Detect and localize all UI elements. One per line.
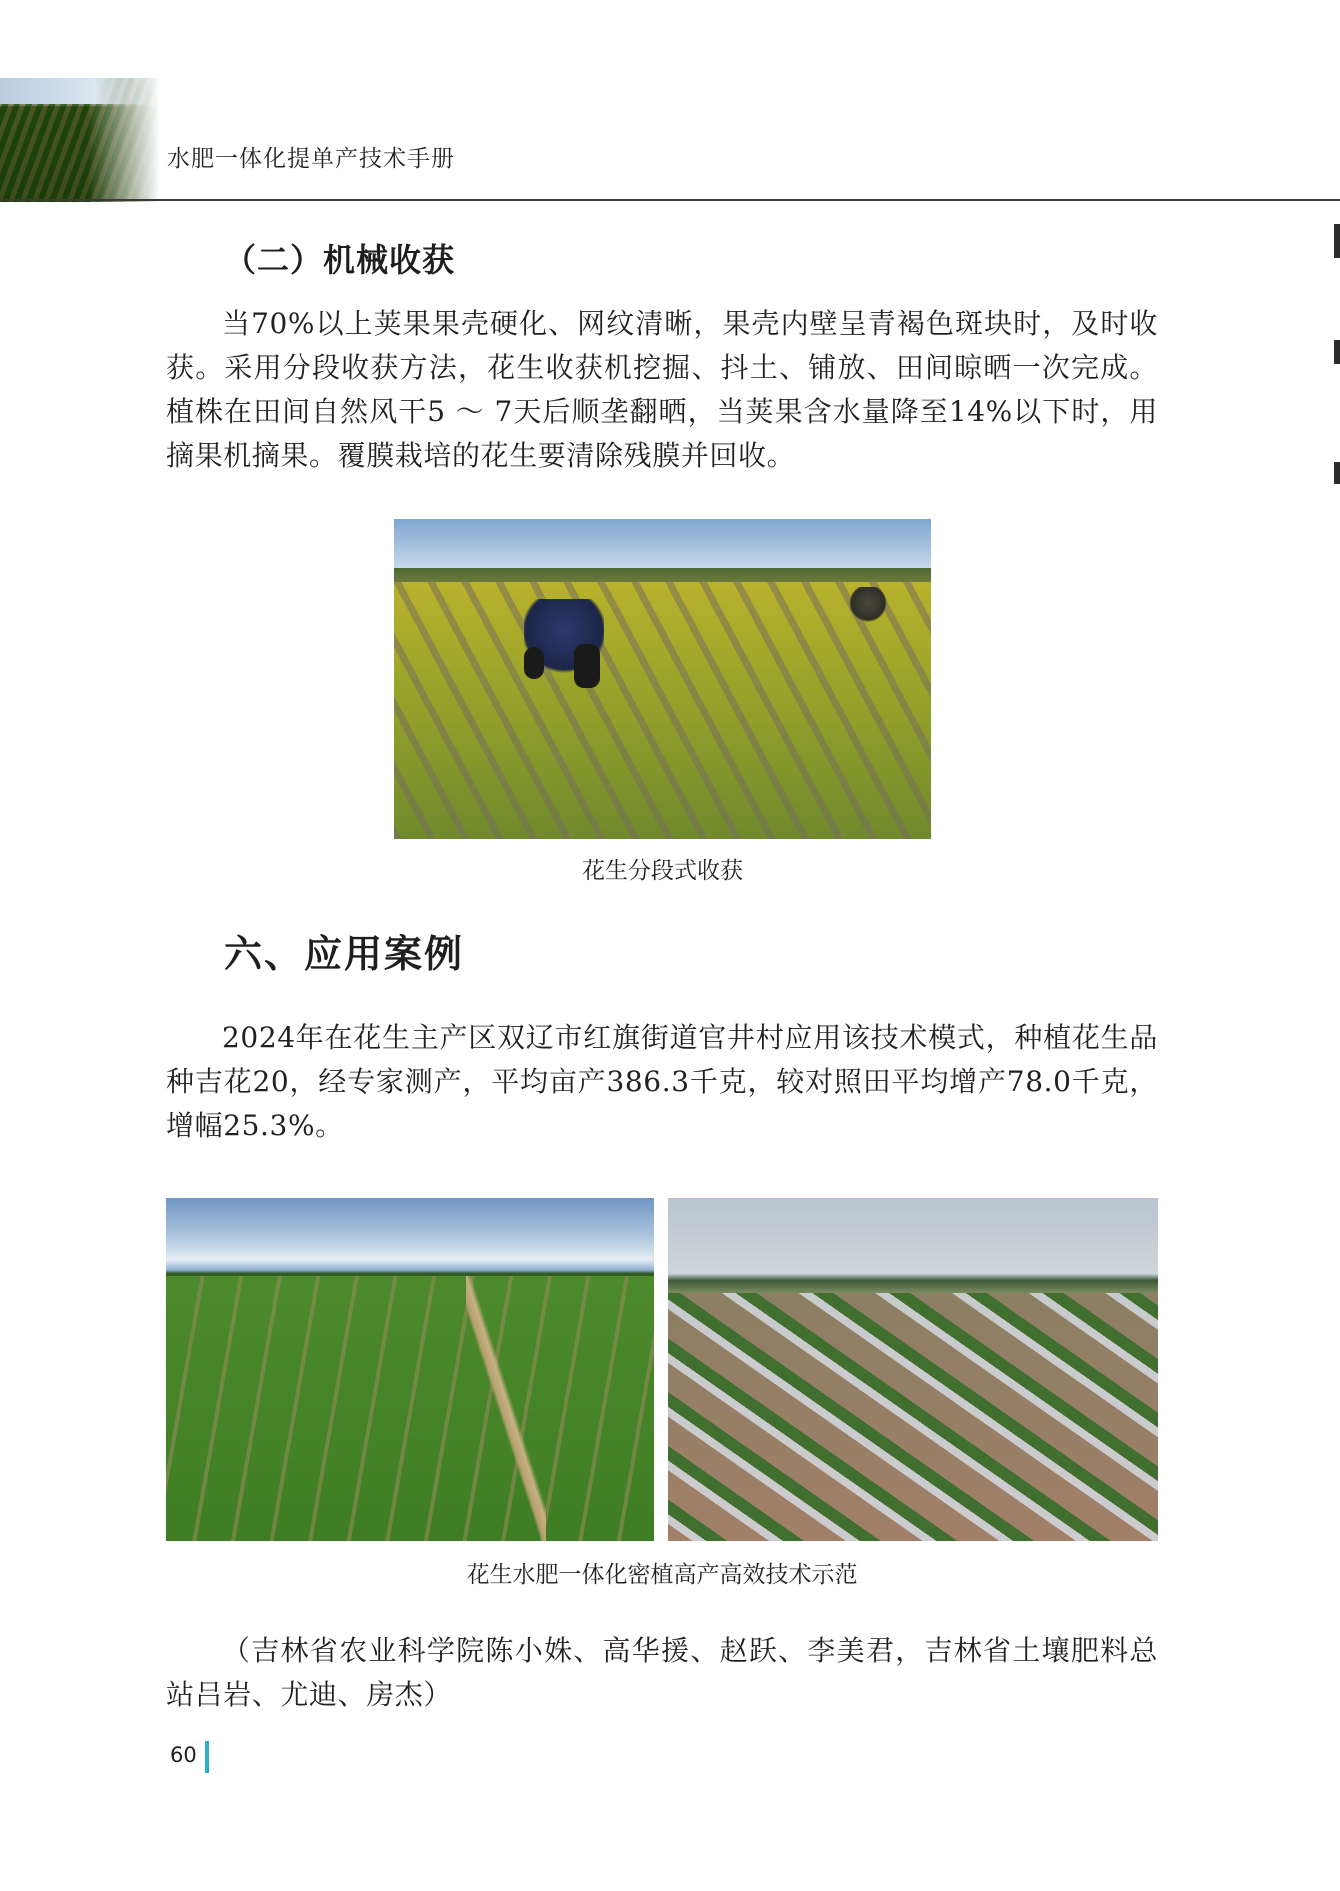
header-field-photo xyxy=(0,78,160,202)
harvest-paragraph: 当70%以上荚果果壳硬化、网纹清晰，果壳内壁呈青褐色斑块时，及时收获。采用分段收获方法，花生收获机挖掘、抖土、铺放、田间晾晒一次完成。植株在田间自然风干5 ～ 7天后顺垄翻晒，当荚果含水量降至14%以下时，用摘果机摘果。覆膜栽培的花生要清除残膜并回收。 xyxy=(166,307,1158,472)
photo-sky xyxy=(394,519,931,568)
header-photo-sky xyxy=(0,78,160,104)
demo-field-photo-mulch xyxy=(668,1198,1158,1541)
photo-field-path xyxy=(466,1276,546,1541)
photo-tractor-distant xyxy=(849,587,887,627)
page-number: 60 xyxy=(170,1743,197,1767)
edge-thumb-mark-3 xyxy=(1334,462,1340,484)
figure1-caption: 花生分段式收获 xyxy=(582,858,743,884)
edge-thumb-mark-2 xyxy=(1334,340,1340,364)
photo-mulched-rows xyxy=(668,1293,1158,1541)
page-number-accent-bar xyxy=(205,1741,209,1773)
photo-tractor-wheel xyxy=(574,644,600,688)
application-case-paragraph: 2024年在花生主产区双辽市红旗街道官井村应用该技术模式，种植花生品种吉花20，经专家测产，平均亩产386.3千克，较对照田平均增产78.0千克，增幅25.3%。 xyxy=(166,1021,1158,1142)
subsection-title: （二）机械收获 xyxy=(224,241,456,279)
figure2-caption: 花生水肥一体化密植高产高效技术示范 xyxy=(466,1562,858,1588)
photo-tree-line xyxy=(394,568,931,582)
running-header-title: 水肥一体化提单产技术手册 xyxy=(167,146,455,172)
section-title: 六、应用案例 xyxy=(224,932,465,976)
harvest-tractor-photo xyxy=(394,519,931,839)
header-divider xyxy=(0,199,1340,201)
demo-field-photo-green xyxy=(166,1198,654,1541)
photo-crop-rows xyxy=(166,1276,654,1541)
contributors-credit: （吉林省农业科学院陈小姝、高华援、赵跃、李美君，吉林省土壤肥料总站吕岩、尤迪、房杰） xyxy=(166,1634,1158,1711)
photo-tractor-wheel xyxy=(524,647,544,679)
edge-thumb-mark-1 xyxy=(1334,224,1340,258)
